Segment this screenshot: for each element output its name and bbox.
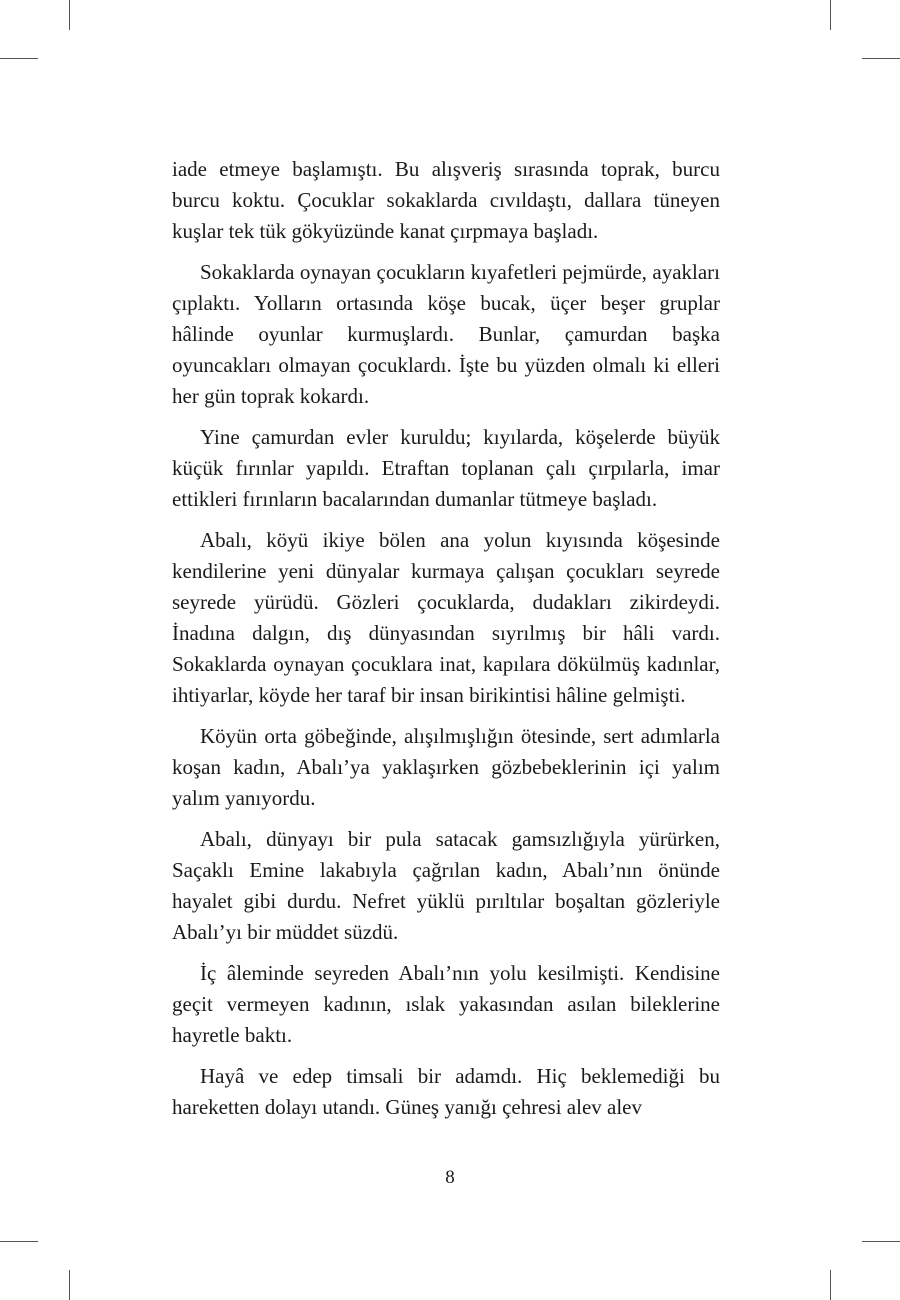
paragraph: İç âleminde seyreden Abalı’nın yolu kesilmişti. Kendisine geçit vermeyen kadının, ıslak yakasından asılan bileklerine hayretle baktı. (172, 961, 720, 1047)
crop-mark-top-right-vertical (830, 0, 831, 30)
paragraph: Sokaklarda oynayan çocukların kıyafetleri pejmürde, ayakları çıplaktı. Yolların ortasında köşe bucak, üçer beşer gruplar hâlinde oyunlar kurmuşlardı. Bunlar, çamurdan başka oyuncakları olmayan çocuklardı. İşte bu yüzden olmalı ki elleri her gün toprak kokardı. (172, 260, 720, 408)
crop-mark-top-right-horizontal (862, 58, 900, 59)
crop-mark-bottom-right-horizontal (862, 1241, 900, 1242)
crop-mark-bottom-left-vertical (69, 1270, 70, 1300)
crop-mark-top-left-vertical (69, 0, 70, 30)
paragraph: Abalı, köyü ikiye bölen ana yolun kıyısında köşesinde kendilerine yeni dünyalar kurmaya çalışan çocukları seyrede seyrede yürüdü. Gözleri çocuklarda, dudakları zikirdeydi. İnadına dalgın, dış dünyasından sıyrılmış bir hâli vardı. Sokaklarda oynayan çocuklara inat, kapılara dökülmüş kadınlar, ihtiyarlar, köyde her taraf bir insan birikintisi hâline gelmişti. (172, 528, 720, 707)
crop-mark-bottom-right-vertical (830, 1270, 831, 1300)
body-text (172, 154, 720, 1133)
paragraph: Abalı, dünyayı bir pula satacak gamsızlığıyla yürürken, Saçaklı Emine lakabıyla çağrılan kadın, Abalı’nın önünde hayalet gibi durdu. Nefret yüklü pırıltılar boşaltan gözleriyle Abalı’yı bir müddet süzdü. (172, 827, 720, 944)
page-number: 8 (445, 1167, 455, 1188)
paragraph-continuation: iade etmeye başlamıştı. Bu alışveriş sırasında toprak, burcu burcu koktu. Çocuklar sokaklarda cıvıldaştı, dallara tüneyen kuşlar tek tük gökyüzünde kanat çırpmaya başladı. (172, 157, 720, 243)
crop-mark-top-left-horizontal (0, 58, 38, 59)
paragraph: Hayâ ve edep timsali bir adamdı. Hiç beklemediği bu hareketten dolayı utandı. Güneş yanığı çehresi alev alev (172, 1064, 720, 1119)
paragraph: Köyün orta göbeğinde, alışılmışlığın ötesinde, sert adımlarla koşan kadın, Abalı’ya yaklaşırken gözbebeklerinin içi yalım yalım yanıyordu. (172, 724, 720, 810)
crop-mark-bottom-left-horizontal (0, 1241, 38, 1242)
paragraph: Yine çamurdan evler kuruldu; kıyılarda, köşelerde büyük küçük fırınlar yapıldı. Etraftan toplanan çalı çırpılarla, imar ettikleri fırınların bacalarından dumanlar tütmeye başladı. (172, 425, 720, 511)
